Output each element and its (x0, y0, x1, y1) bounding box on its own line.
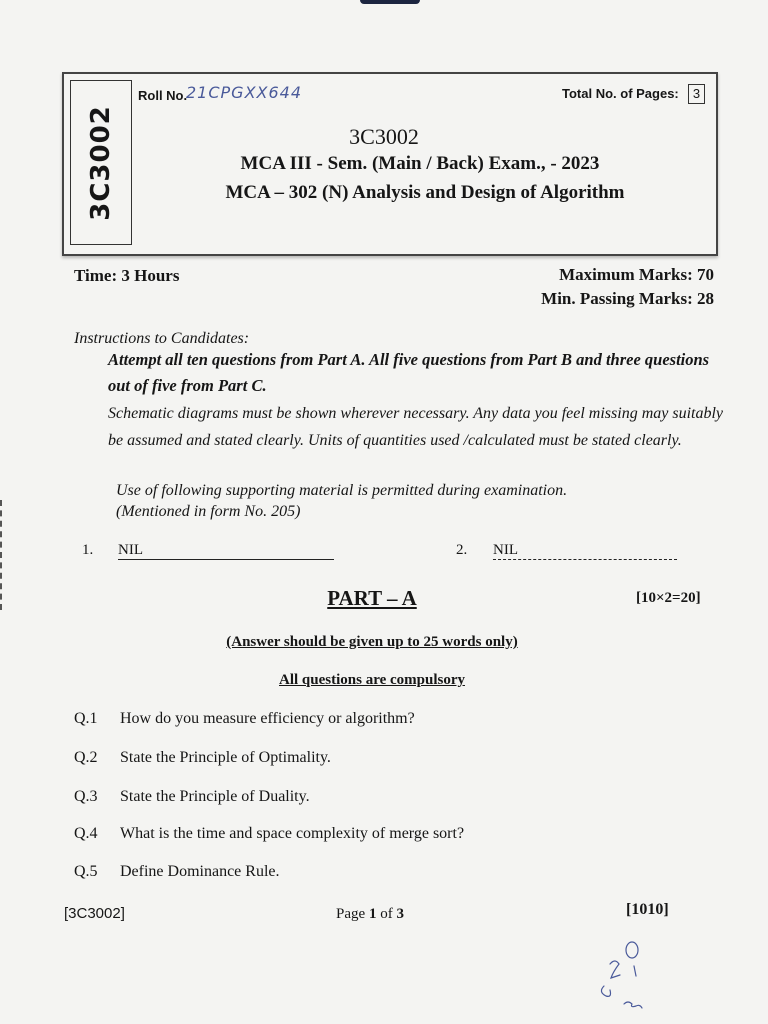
total-pages-value: 3 (688, 84, 705, 104)
question-text: How do you measure efficiency or algorithm? (120, 710, 415, 727)
instruction-attempt: Attempt all ten questions from Part A. All five questions from Part B and three questions out of five from Part C. (108, 350, 710, 395)
subject-title: MCA – 302 (N) Analysis and Design of Algorithm (225, 182, 625, 203)
top-edge-mark (360, 0, 420, 4)
footer-paper-code: [3C3002] (64, 905, 125, 922)
question-number: Q.1 (74, 710, 98, 727)
part-a-compulsory-note: All questions are compulsory (279, 672, 465, 688)
material-item-number: 1. (82, 542, 94, 558)
page-of: of (376, 906, 397, 922)
material-line: Use of following supporting material is permitted during examination. (116, 482, 568, 499)
maximum-marks: Maximum Marks: 70 (559, 265, 714, 284)
material-item-number: 2. (456, 542, 468, 558)
footer-series-code: [1010] (626, 901, 669, 918)
material-item-value: NIL (493, 542, 677, 560)
page-prefix: Page (336, 906, 369, 922)
part-a-title: PART – A (327, 586, 417, 610)
total-pages-label: Total No. of Pages: (562, 86, 679, 101)
exam-title: MCA III - Sem. (Main / Back) Exam., - 2023 (240, 153, 600, 174)
question-number: Q.3 (74, 788, 98, 805)
question-text: State the Principle of Optimality. (120, 749, 331, 766)
roll-no-label: Roll No. (138, 88, 188, 103)
handwritten-scribble-icon (592, 936, 682, 1016)
question-text: Define Dominance Rule. (120, 863, 280, 880)
material-item-value: NIL (118, 542, 334, 560)
material-note: (Mentioned in form No. 205) (116, 503, 301, 520)
supporting-material (116, 480, 676, 522)
question-text: What is the time and space complexity of merge sort? (120, 825, 465, 842)
paper-code: 3C3002 (349, 124, 419, 149)
part-a-marks: [10×2=20] (636, 590, 701, 606)
question-text: State the Principle of Duality. (120, 788, 310, 805)
min-passing-marks: Min. Passing Marks: 28 (541, 289, 714, 308)
question-number: Q.2 (74, 749, 98, 766)
part-a-word-limit: (Answer should be given up to 25 words only) (226, 634, 518, 650)
question-number: Q.4 (74, 825, 98, 842)
marks-block (541, 263, 714, 311)
exam-time: Time: 3 Hours (74, 266, 180, 285)
instruction-schematic: Schematic diagrams must be shown wherever necessary. Any data you feel missing may suitably be assumed and stated clearly. Units of quantities used /calculated must be stated clearly. (108, 405, 724, 449)
question-number: Q.5 (74, 863, 98, 880)
page-current: 1 (368, 906, 377, 922)
page-total: 3 (396, 906, 404, 922)
roll-no-handwritten: 21CPGXX644 (186, 83, 303, 102)
paper-code-vertical: 3C3002 (86, 105, 116, 221)
instructions-title: Instructions to Candidates: (74, 330, 250, 347)
